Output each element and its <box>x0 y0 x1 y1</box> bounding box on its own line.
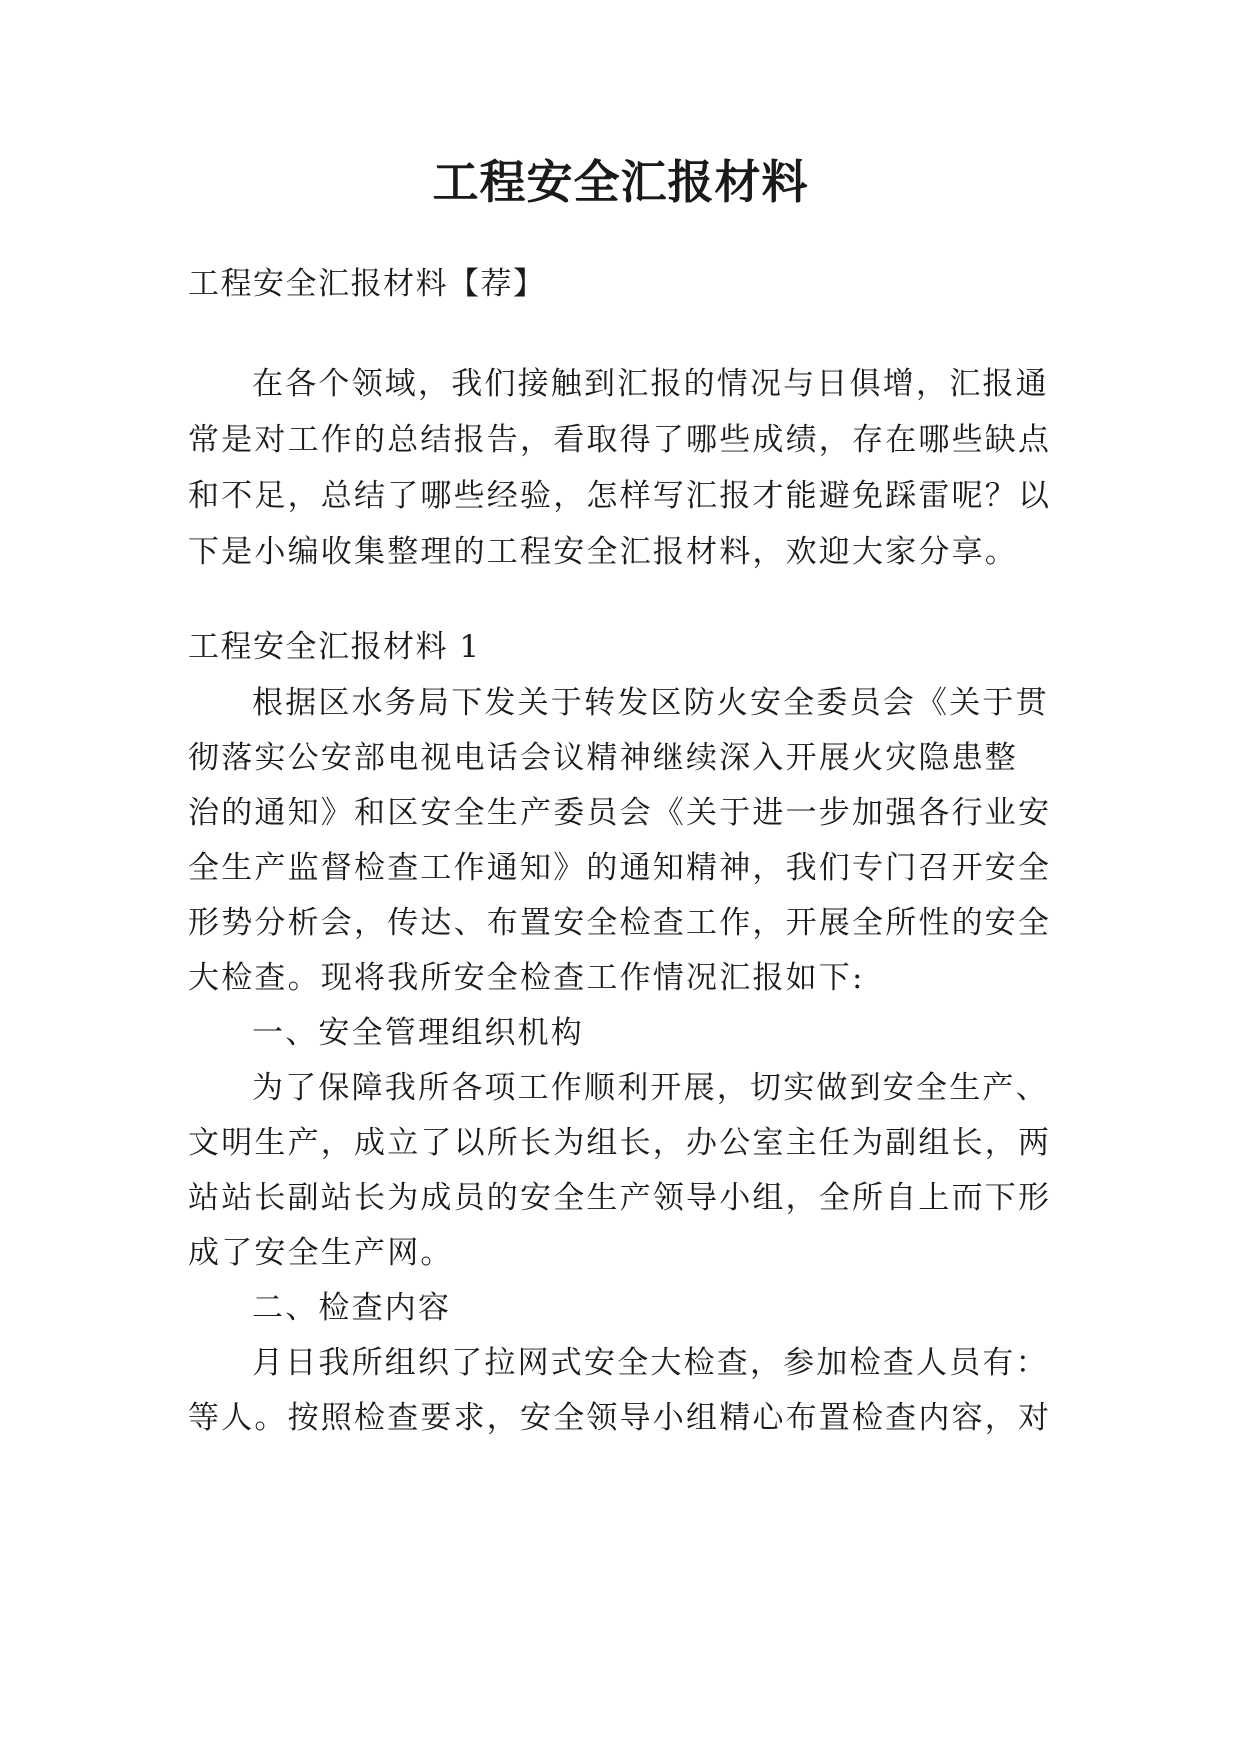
body-heading: 二、检查内容 <box>252 1290 452 1326</box>
document-subtitle: 工程安全汇报材料【荐】 <box>188 266 546 302</box>
body-line: 站站长副站长为成员的安全生产领导小组，全所自上而下形 <box>188 1180 1052 1216</box>
body-line: 根据区水务局下发关于转发区防火安全委员会《关于贯 <box>252 685 1049 721</box>
intro-line: 下是小编收集整理的工程安全汇报材料，欢迎大家分享。 <box>188 534 1018 570</box>
section-heading: 工程安全汇报材料 1 <box>188 629 481 665</box>
body-line: 全生产监督检查工作通知》的通知精神，我们专门召开安全 <box>188 850 1052 886</box>
intro-line: 在各个领域，我们接触到汇报的情况与日俱增，汇报通 <box>252 366 1049 402</box>
body-line: 大检查。现将我所安全检查工作情况汇报如下: <box>188 960 865 996</box>
body-line: 等人。按照检查要求，安全领导小组精心布置检查内容，对 <box>188 1400 1052 1436</box>
body-line: 月日我所组织了拉网式安全大检查，参加检查人员有： <box>252 1345 1049 1381</box>
body-heading: 一、安全管理组织机构 <box>252 1015 584 1051</box>
document-title: 工程安全汇报材料 <box>432 155 809 209</box>
body-line: 成了安全生产网。 <box>188 1235 454 1271</box>
intro-line: 常是对工作的总结报告，看取得了哪些成绩，存在哪些缺点 <box>188 422 1052 458</box>
body-line: 彻落实公安部电视电话会议精神继续深入开展火灾隐患整 <box>188 740 1018 776</box>
intro-line: 和不足，总结了哪些经验，怎样写汇报才能避免踩雷呢？以 <box>188 478 1052 514</box>
body-line: 文明生产，成立了以所长为组长，办公室主任为副组长，两 <box>188 1125 1052 1161</box>
body-line: 为了保障我所各项工作顺利开展，切实做到安全生产、 <box>252 1070 1049 1106</box>
body-line: 治的通知》和区安全生产委员会《关于进一步加强各行业安 <box>188 795 1052 831</box>
body-line: 形势分析会，传达、布置安全检查工作，开展全所性的安全 <box>188 905 1052 941</box>
